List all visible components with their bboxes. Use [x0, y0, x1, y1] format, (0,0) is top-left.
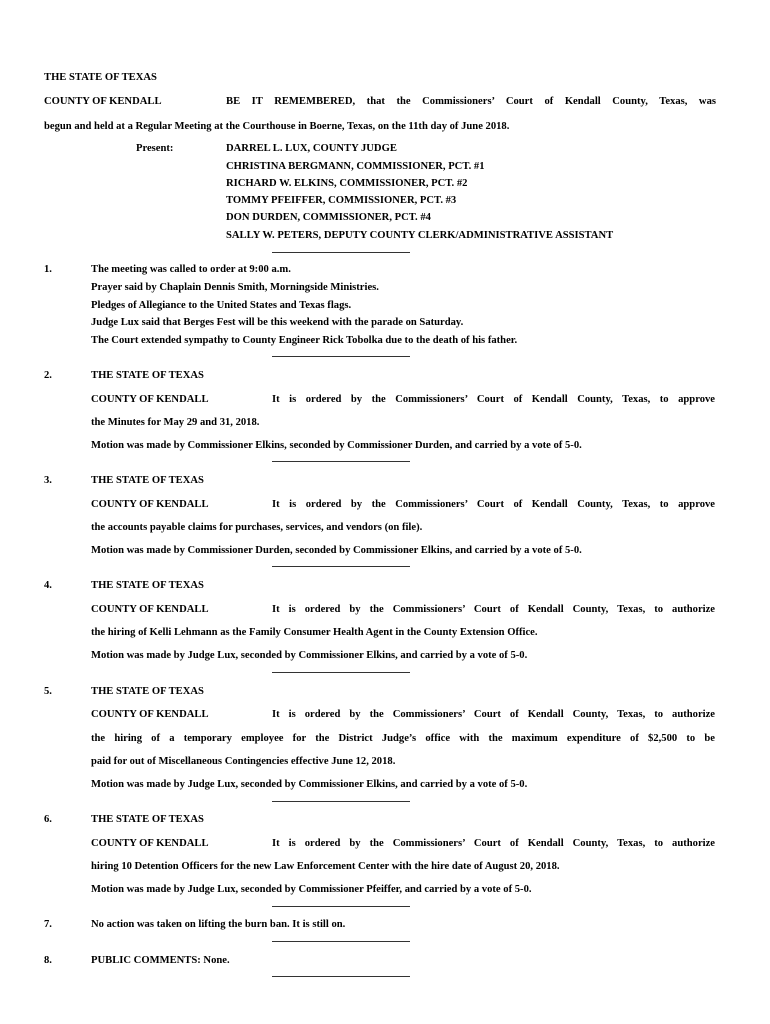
item-order: It is ordered by the Commissioners’ Court of Kendall County, Texas, to approve — [272, 394, 715, 405]
separator-rule — [272, 801, 410, 802]
item-number: 6. — [44, 814, 52, 825]
present-member: DARREL L. LUX, COUNTY JUDGE — [226, 143, 397, 154]
item-order-continued: the hiring of a temporary employee for the District Judge’s office with the maximum expenditure of $2,500 to be — [91, 733, 715, 744]
item-order-continued: hiring 10 Detention Officers for the new Law Enforcement Center with the hire date of August 20, 2018. — [91, 861, 560, 872]
item-order-continued: the hiring of Kelli Lehmann as the Family Consumer Health Agent in the County Extension Office. — [91, 627, 538, 638]
item-line: PUBLIC COMMENTS: None. — [91, 955, 230, 966]
present-label: Present: — [136, 143, 174, 154]
item-line: The meeting was called to order at 9:00 a.m. — [91, 264, 291, 275]
item-motion: Motion was made by Judge Lux, seconded by Commissioner Elkins, and carried by a vote of 5-0. — [91, 650, 528, 661]
item-motion: Motion was made by Judge Lux, seconded by Commissioner Elkins, and carried by a vote of 5-0. — [91, 779, 528, 790]
item-order: It is ordered by the Commissioners’ Court of Kendall County, Texas, to authorize — [272, 838, 715, 849]
present-member: CHRISTINA BERGMANN, COMMISSIONER, PCT. #1 — [226, 161, 485, 172]
present-member: DON DURDEN, COMMISSIONER, PCT. #4 — [226, 212, 431, 223]
item-number: 4. — [44, 580, 52, 591]
item-county: COUNTY OF KENDALL — [91, 604, 209, 615]
separator-rule — [272, 356, 410, 357]
item-order: It is ordered by the Commissioners’ Court of Kendall County, Texas, to authorize — [272, 604, 715, 615]
separator-rule — [272, 976, 410, 977]
item-order: It is ordered by the Commissioners’ Court of Kendall County, Texas, to authorize — [272, 709, 715, 720]
item-line: Prayer said by Chaplain Dennis Smith, Morningside Ministries. — [91, 282, 379, 293]
item-motion: Motion was made by Commissioner Elkins, seconded by Commissioner Durden, and carried by a vote of 5-0. — [91, 440, 582, 451]
header-remembered-line1: BE IT REMEMBERED, that the Commissioners’ Court of Kendall County, Texas, was — [226, 96, 716, 107]
item-motion: Motion was made by Judge Lux, seconded by Commissioner Pfeiffer, and carried by a vote of 5-0. — [91, 884, 532, 895]
separator-rule — [272, 906, 410, 907]
item-order-continued: the Minutes for May 29 and 31, 2018. — [91, 417, 260, 428]
item-county: COUNTY OF KENDALL — [91, 838, 209, 849]
header-county: COUNTY OF KENDALL — [44, 96, 162, 107]
present-member: TOMMY PFEIFFER, COMMISSIONER, PCT. #3 — [226, 195, 457, 206]
item-motion: Motion was made by Commissioner Durden, seconded by Commissioner Elkins, and carried by a vote of 5-0. — [91, 545, 582, 556]
item-state: THE STATE OF TEXAS — [91, 475, 204, 486]
item-state: THE STATE OF TEXAS — [91, 814, 204, 825]
item-number: 3. — [44, 475, 52, 486]
item-order-continued: the accounts payable claims for purchases, services, and vendors (on file). — [91, 522, 423, 533]
item-number: 8. — [44, 955, 52, 966]
separator-rule — [272, 566, 410, 567]
item-state: THE STATE OF TEXAS — [91, 580, 204, 591]
item-county: COUNTY OF KENDALL — [91, 499, 209, 510]
item-line: Judge Lux said that Berges Fest will be this weekend with the parade on Saturday. — [91, 317, 464, 328]
item-number: 7. — [44, 919, 52, 930]
present-member: RICHARD W. ELKINS, COMMISSIONER, PCT. #2 — [226, 178, 468, 189]
item-number: 1. — [44, 264, 52, 275]
item-line: Pledges of Allegiance to the United States and Texas flags. — [91, 300, 352, 311]
header-state: THE STATE OF TEXAS — [44, 72, 157, 83]
item-state: THE STATE OF TEXAS — [91, 370, 204, 381]
item-number: 2. — [44, 370, 52, 381]
item-number: 5. — [44, 686, 52, 697]
item-state: THE STATE OF TEXAS — [91, 686, 204, 697]
separator-rule — [272, 461, 410, 462]
separator-rule — [272, 941, 410, 942]
item-order-continued: paid for out of Miscellaneous Contingencies effective June 12, 2018. — [91, 756, 396, 767]
item-county: COUNTY OF KENDALL — [91, 709, 209, 720]
present-member: SALLY W. PETERS, DEPUTY COUNTY CLERK/ADMINISTRATIVE ASSISTANT — [226, 230, 614, 241]
item-line: No action was taken on lifting the burn ban. It is still on. — [91, 919, 346, 930]
item-county: COUNTY OF KENDALL — [91, 394, 209, 405]
header-remembered-line2: begun and held at a Regular Meeting at the Courthouse in Boerne, Texas, on the 11th day of June 2018. — [44, 121, 510, 132]
separator-rule — [272, 672, 410, 673]
item-line: The Court extended sympathy to County Engineer Rick Tobolka due to the death of his father. — [91, 335, 518, 346]
separator-rule — [272, 252, 410, 253]
item-order: It is ordered by the Commissioners’ Court of Kendall County, Texas, to approve — [272, 499, 715, 510]
